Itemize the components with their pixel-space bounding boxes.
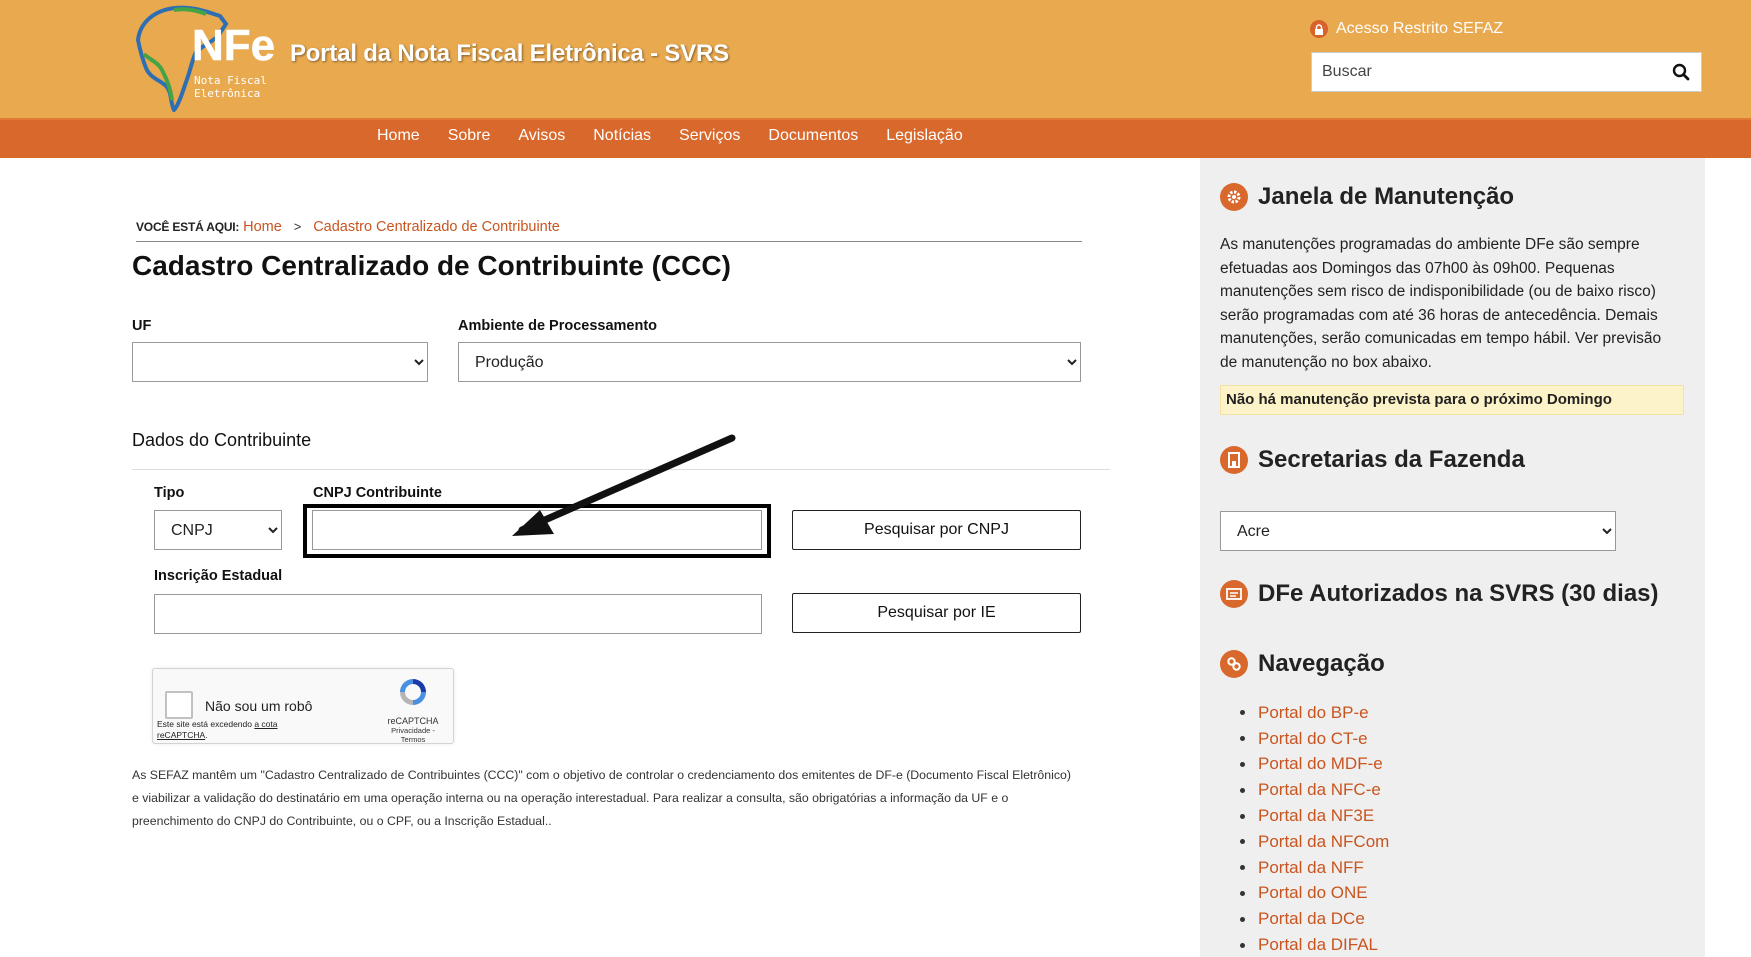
navegacao-heading [1220,650,1385,678]
nav-item-documentos[interactable]: Documentos [768,127,859,144]
section-title: Dados do Contribuinte [132,430,312,450]
recaptcha-quota-link[interactable]: a cota reCAPTCHA [157,719,278,740]
nav-item-servicos[interactable]: Serviços [679,127,741,144]
page-title: Cadastro Centralizado de Contribuinte (CCC) [132,250,731,281]
tipo-label: Tipo [154,485,185,501]
nav-link-difal[interactable]: Portal da DIFAL [1240,932,1389,957]
uf-label: UF [132,318,152,334]
secretarias-title: Secretarias da Fazenda [1258,446,1525,473]
nfe-logo[interactable] [130,2,280,112]
breadcrumb [136,218,1082,242]
nav-link-mdfe[interactable]: Portal do MDF-e [1240,752,1389,778]
recaptcha-warning-end: . [205,730,208,740]
search-box [1311,52,1702,92]
nav-link-one[interactable]: Portal do ONE [1240,881,1389,907]
search-button[interactable] [1661,53,1701,91]
logo-text: NFe [192,21,276,70]
breadcrumb-label: VOCÊ ESTÁ AQUI: [136,220,240,234]
search-ie-button[interactable]: Pesquisar por IE [792,593,1081,633]
breadcrumb-separator: > [293,219,302,234]
recaptcha-label: Não sou um robô [205,698,313,714]
maintenance-notice: Não há manutenção prevista para o próximo Domingo [1220,385,1684,415]
building-icon [1220,446,1248,474]
recaptcha-widget [152,668,454,744]
tipo-select[interactable] [154,510,282,550]
nav-link-dce[interactable]: Portal da DCe [1240,906,1389,932]
recaptcha-brand: reCAPTCHA [387,716,439,726]
nav-link-nfcom[interactable]: Portal da NFCom [1240,829,1389,855]
restricted-access-link[interactable] [1310,20,1503,38]
secretarias-select[interactable] [1220,511,1616,551]
dfe-heading [1220,580,1659,608]
nav-link-bpe[interactable]: Portal do BP-e [1240,700,1389,726]
maintenance-text: As manutenções programadas do ambiente DFe são sempre efetuadas aos Domingos das 07h00 às 09h00. Pequenas manutenções sem risco de indisponibilidade (ou de baixo risco) serão programadas com até 36 horas de antecedência. Demais manutenções, serão comunicadas em tempo hábil. Ver previsão de manutenção no box abaixo. [1220,236,1662,371]
nav-item-home[interactable]: Home [377,127,420,144]
info-paragraph: As SEFAZ mantêm um "Cadastro Centralizado de Contribuintes (CCC)" com o objetivo de controlar o credenciamento dos emitentes de DF-e (Documento Fiscal Eletrônico) e viabilizar a validação do destinatário em uma operação interna ou na operação interestadual. Para realizar a consulta, são obrigatórias a informação da UF e o preenchimento do CNPJ do Contribuinte, ou o CPF, ou a Inscrição Estadual.. [132,768,1071,828]
recaptcha-checkbox[interactable] [165,691,193,719]
recaptcha-links[interactable]: Privacidade - Termos [391,726,435,744]
cnpj-label: CNPJ Contribuinte [313,485,442,501]
annotation-arrow [500,430,740,545]
ie-input[interactable] [154,594,762,634]
lock-icon [1310,20,1328,38]
uf-select[interactable] [132,342,428,382]
search-icon [1672,63,1690,81]
ie-label: Inscrição Estadual [154,568,283,584]
restricted-access-label: Acesso Restrito SEFAZ [1336,20,1504,37]
nav-link-nfce[interactable]: Portal da NFC-e [1240,777,1389,803]
nav-link-cte[interactable]: Portal do CT-e [1240,726,1389,752]
maintenance-heading [1220,183,1514,211]
nav-item-sobre[interactable]: Sobre [447,127,491,144]
logo-sub2: Eletrônica [194,87,261,100]
maintenance-title: Janela de Manutenção [1258,183,1515,210]
link-icon [1220,650,1248,678]
navegacao-list [1240,700,1389,957]
breadcrumb-current-link[interactable]: Cadastro Centralizado de Contribuinte [313,219,560,235]
dfe-title[interactable]: DFe Autorizados na SVRS (30 dias) [1258,580,1659,607]
breadcrumb-home-link[interactable]: Home [243,219,282,235]
site-header [0,0,1751,118]
search-input[interactable] [1312,53,1661,91]
gear-icon [1220,183,1248,211]
secretarias-heading [1220,446,1525,474]
nav-item-legislacao[interactable]: Legislação [886,127,963,144]
recaptcha-warning [157,719,307,741]
ambiente-select[interactable] [458,342,1081,382]
nav-item-noticias[interactable]: Notícias [593,127,652,144]
document-icon [1220,580,1248,608]
recaptcha-icon [396,675,430,709]
main-nav [0,118,1751,158]
nav-link-nf3e[interactable]: Portal da NF3E [1240,803,1389,829]
logo-sub1: Nota Fiscal [194,74,267,87]
nav-item-avisos[interactable]: Avisos [518,127,566,144]
recaptcha-warning-text: Este site está excedendo [157,719,255,729]
search-cnpj-button[interactable]: Pesquisar por CNPJ [792,510,1081,550]
ambiente-label: Ambiente de Processamento [458,318,658,334]
nav-link-nff[interactable]: Portal da NFF [1240,855,1389,881]
recaptcha-logo [383,675,443,744]
site-title[interactable]: Portal da Nota Fiscal Eletrônica - SVRS [290,40,729,67]
navegacao-title: Navegação [1258,650,1385,677]
